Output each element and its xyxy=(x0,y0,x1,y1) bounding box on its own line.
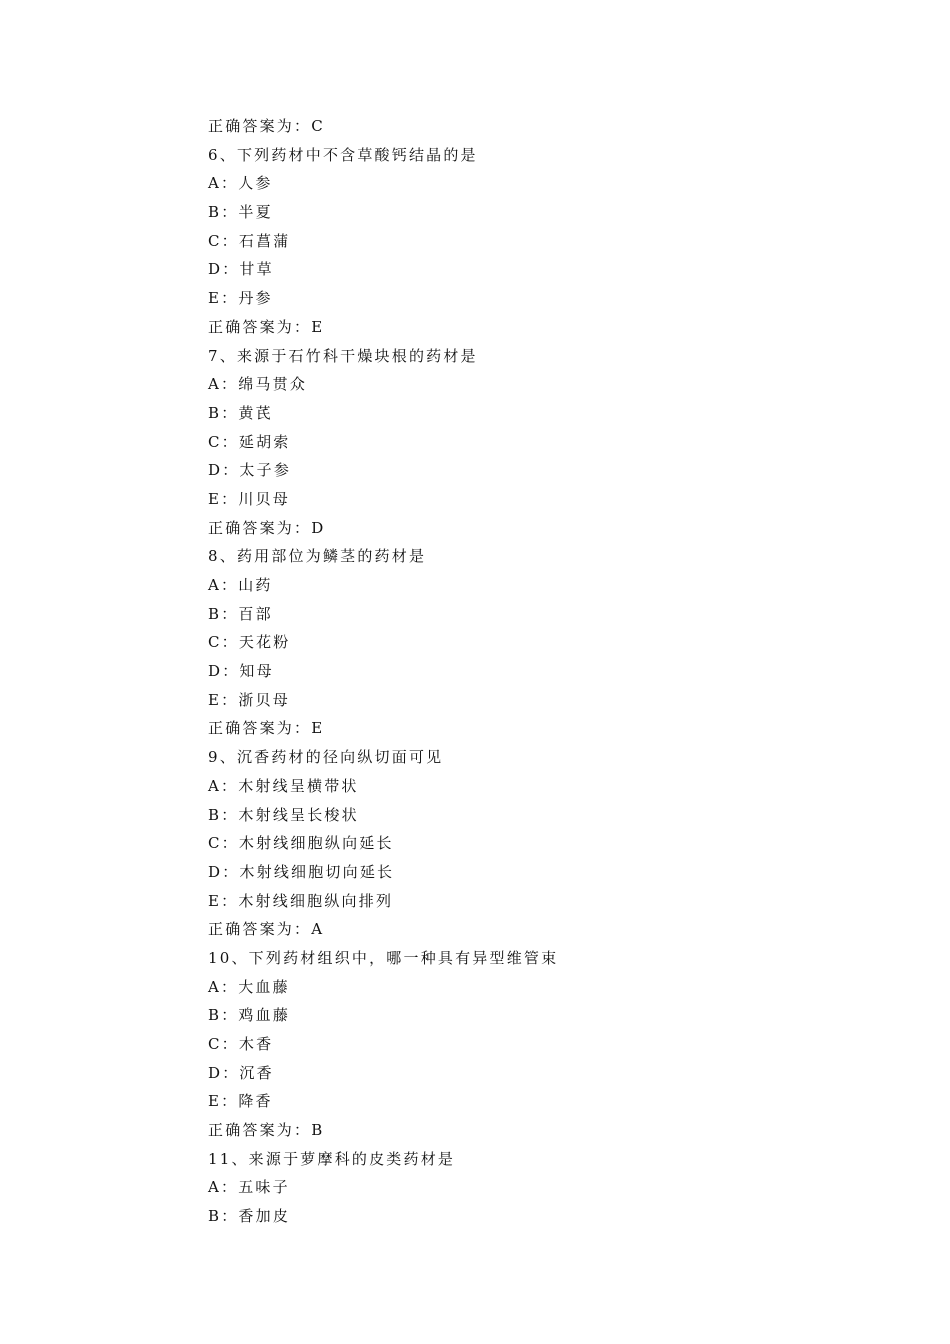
answer-line: 正确答案为：A xyxy=(208,920,325,939)
option-d: D：知母 xyxy=(208,662,274,681)
option-b: B：半夏 xyxy=(208,203,273,222)
option-b: B：香加皮 xyxy=(208,1207,291,1226)
option-d: D：甘草 xyxy=(208,260,274,279)
question-8: 8、药用部位为鳞茎的药材是 xyxy=(208,547,427,566)
question-6: 6、下列药材中不含草酸钙结晶的是 xyxy=(208,145,478,164)
question-7: 7、来源于石竹科干燥块根的药材是 xyxy=(208,346,478,365)
option-a: A：山药 xyxy=(208,576,273,594)
answer-line: 正确答案为：E xyxy=(208,719,325,738)
option-a: A：木射线呈横带状 xyxy=(208,776,359,795)
option-a: A：五味子 xyxy=(208,1178,290,1197)
option-b: B：鸡血藤 xyxy=(208,1006,291,1025)
option-d: D：太子参 xyxy=(208,461,292,480)
question-9: 9、沉香药材的径向纵切面可见 xyxy=(208,748,444,767)
question-10: 10、下列药材组织中，哪一种具有异型维管束 xyxy=(208,948,559,967)
option-c: C：木香 xyxy=(208,1035,274,1053)
option-e: E：川贝母 xyxy=(208,489,290,508)
option-c: C：延胡索 xyxy=(208,432,291,451)
option-e: E：浙贝母 xyxy=(208,690,290,709)
answer-line: 正确答案为：E xyxy=(208,317,325,336)
option-d: D：木射线细胞切向延长 xyxy=(208,862,395,881)
answer-line: 正确答案为：C xyxy=(208,117,325,135)
option-b: B：黄芪 xyxy=(208,403,273,422)
option-a: A：人参 xyxy=(208,174,273,193)
option-b: B：百部 xyxy=(208,604,273,623)
option-e: E：降香 xyxy=(208,1092,273,1111)
question-11: 11、来源于萝摩科的皮类药材是 xyxy=(208,1149,456,1168)
option-b: B：木射线呈长梭状 xyxy=(208,805,359,824)
option-e: E：木射线细胞纵向排列 xyxy=(208,891,394,910)
answer-line: 正确答案为：B xyxy=(208,1121,325,1140)
option-c: C：木射线细胞纵向延长 xyxy=(208,834,394,853)
answer-line: 正确答案为：D xyxy=(208,518,326,537)
option-a: A：绵马贯众 xyxy=(208,375,308,394)
option-d: D：沉香 xyxy=(208,1063,274,1082)
document-page xyxy=(208,112,808,1231)
option-a: A：大血藤 xyxy=(208,977,290,996)
option-e: E：丹参 xyxy=(208,289,273,308)
option-c: C：天花粉 xyxy=(208,633,291,652)
option-c: C：石菖蒲 xyxy=(208,231,291,250)
